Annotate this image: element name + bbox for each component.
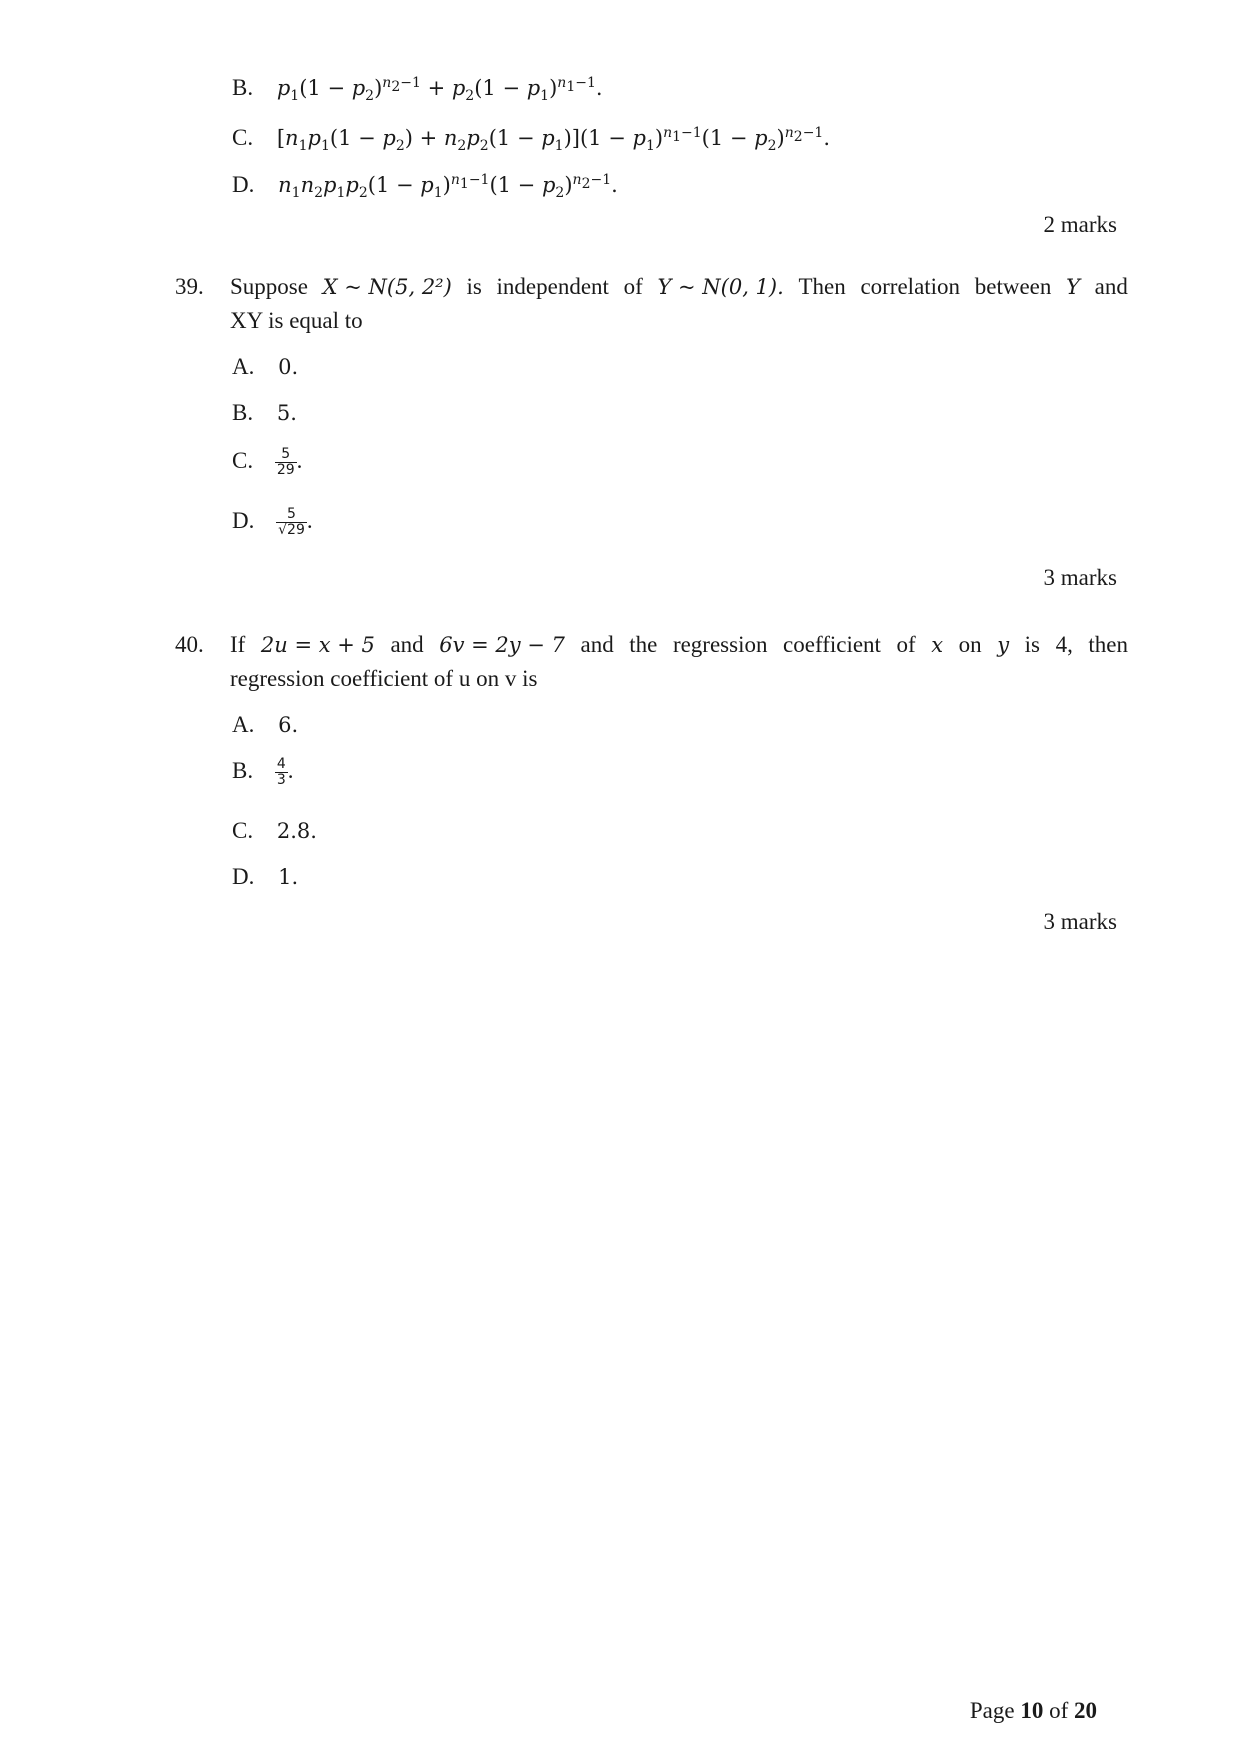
q40-option-c [232,816,317,846]
fraction-numerator: 4 [276,756,286,773]
option-letter: D. [232,508,255,533]
question-number: 39. [175,274,204,299]
option-letter: A. [232,712,255,737]
stem-word: and [580,632,614,657]
option-value: 2.8. [276,819,317,843]
stem-math: Y [1066,275,1080,299]
stem-word: independent [496,274,609,299]
fraction-denominator: 29 [276,462,295,479]
option-value: 0. [278,355,299,379]
stem-word: between [974,274,1052,299]
q38-marks: 2 marks [1043,212,1117,237]
option-tail: . [296,448,303,473]
q39-option-a [232,352,298,382]
option-letter: C. [232,448,254,473]
q39-stem-line2: XY is equal to [230,308,363,333]
stem-word: regression [672,632,768,657]
stem-math: X ~ N(5, 2²) [322,275,452,299]
stem-word: on [958,632,982,657]
stem-word: of [623,274,643,299]
q39-option-b [232,398,297,428]
q40-option-a [232,710,298,740]
option-expression: $n_1n_2p_1p_2(1 - p_1)^{n_1-1}(1 - p_2)^{n_2-1}$. [278,172,618,202]
q38-option-c [232,118,830,161]
option-letter: C. [232,125,254,150]
stem-word: and [390,632,424,657]
option-letter: A. [232,354,255,379]
page-current: 10 [1020,1698,1044,1723]
fraction-numerator: 5 [287,506,296,523]
q39-marks: 3 marks [1043,565,1117,590]
fraction [276,507,307,538]
option-tail: . [306,508,313,533]
stem-word: of [896,632,916,657]
page-prefix: Page [969,1698,1015,1723]
q39-option-d [232,506,313,538]
stem-math: x [931,633,944,657]
q39-stem-line1 [230,272,1128,302]
question-number: 40. [175,632,204,657]
q40-stem-line2: regression coefficient of u on v is [230,666,538,691]
stem-word: Then [798,274,846,299]
stem-math: Y ~ N(0, 1). [657,275,784,299]
option-value: 6. [278,713,299,737]
stem-math: y [997,633,1010,657]
stem-math: 6v = 2y − 7 [439,633,565,657]
option-letter: C. [232,818,254,843]
option-letter: D. [232,172,255,197]
fraction-denominator: 3 [276,772,286,789]
fraction-numerator: 5 [281,446,291,463]
q40-option-d [232,862,298,892]
page-of: of [1049,1698,1069,1723]
option-expression: $p_1(1 - p_2)^{n_2-1} + p_2(1 - p_1)^{n_1-1}$. [276,75,603,105]
stem-word: is [1024,632,1040,657]
q39-option-c [232,446,302,478]
option-value: 1. [278,865,299,889]
option-letter: D. [232,864,255,889]
q40-option-b [232,756,294,788]
option-letter: B. [232,758,254,783]
stem-word: If [230,632,246,657]
option-value: 5. [276,401,297,425]
stem-word: coefficient [783,632,881,657]
q40-marks: 3 marks [1043,909,1117,934]
fraction-denominator: √29 [278,522,305,539]
q40-stem-line1 [230,630,1128,660]
stem-word: then [1088,632,1128,657]
option-letter: B. [232,400,254,425]
option-expression: $[n_1p_1(1 - p_2) + n_2p_2(1 - p_1)](1 - p_1)^{n_1-1}(1 - p_2)^{n_2-1}$. [276,125,831,155]
option-tail: . [287,758,294,783]
stem-word: the [629,632,658,657]
page-number [970,1696,1097,1726]
option-letter: B. [232,75,254,100]
fraction [275,447,297,478]
stem-word: Suppose [230,274,308,299]
q38-option-b [232,68,603,111]
stem-word: 4, [1055,632,1073,657]
stem-word: correlation [860,274,961,299]
stem-word: is [466,274,482,299]
stem-word: and [1094,274,1128,299]
fraction [275,757,288,788]
page-total: 20 [1074,1698,1097,1723]
q38-option-d [232,165,618,208]
stem-math: 2u = x + 5 [260,633,375,657]
